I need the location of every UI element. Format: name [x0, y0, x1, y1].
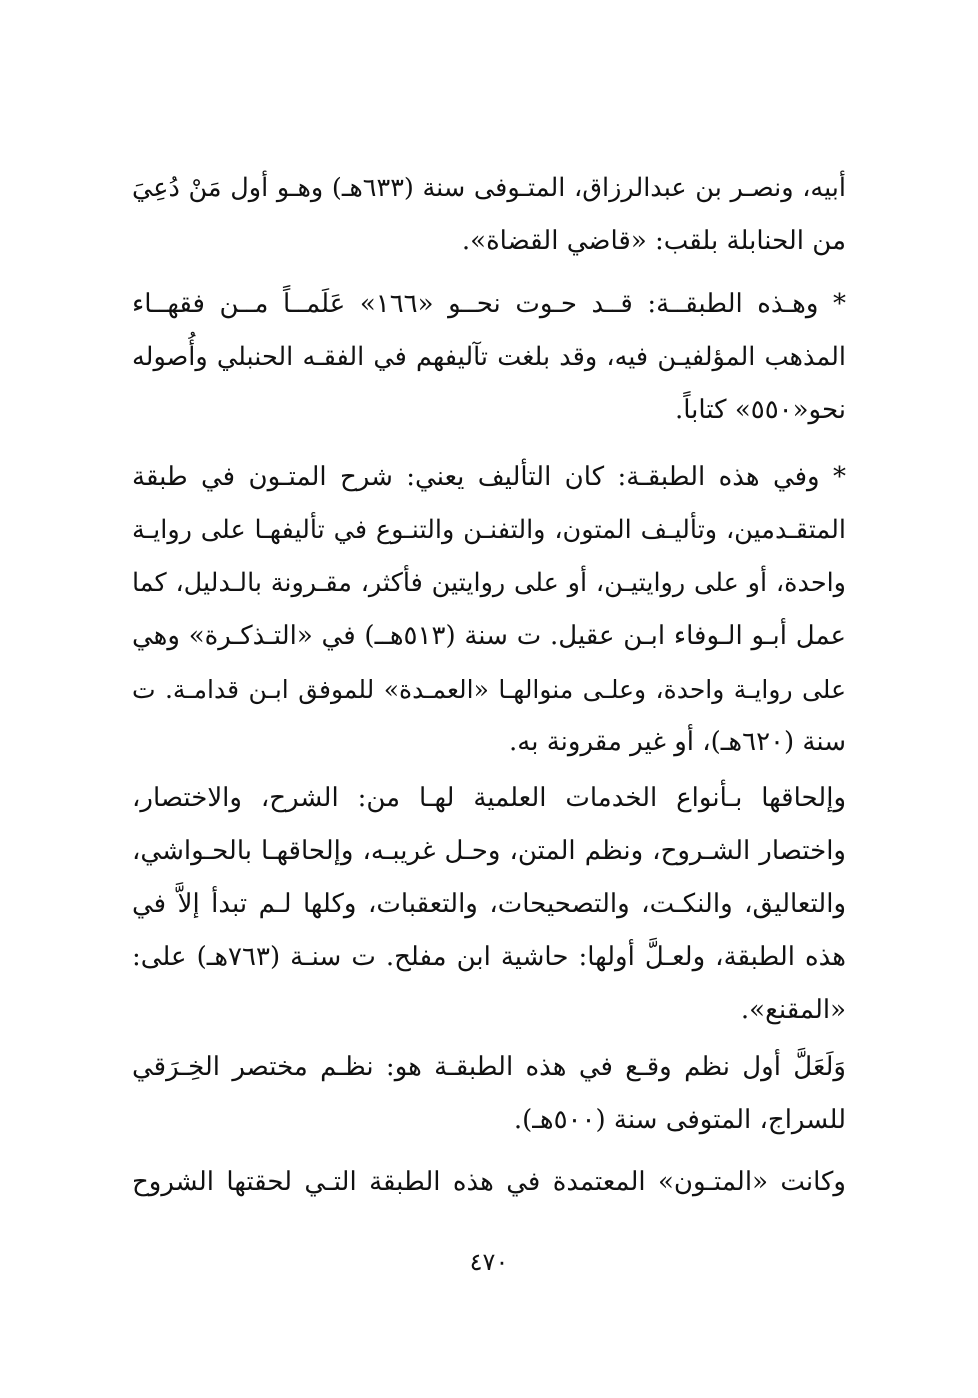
- paragraph-1: [132, 162, 846, 268]
- text-line: وإلحاقها بـأنواع الخدمات العلمية لهـا من: الشرح، والاختصار،: [132, 783, 846, 813]
- paragraph-6: [132, 1156, 846, 1209]
- text-line: عمل أبـو الـوفاء ابـن عقيل. ت سنة (٥١٣هــ) في «التـذكـرة» وهي: [132, 621, 846, 651]
- paragraph-2: [132, 278, 846, 437]
- text-line: المتقـدمين، وتأليـف المتون، والتفنـن والتنـوع في تأليفهـا على روايـة: [132, 515, 846, 545]
- text-line: على روايـة واحدة، وعلـى منوالهـا «العمـدة» للموفق ابـن قدامـة. ت: [132, 675, 846, 704]
- text-line: أبيه، ونصـر بن عبدالرزاق، المتـوفى سنة (٦٣٣هـ) وهـو أول مَنْ دُعِيَ: [132, 173, 846, 203]
- text-line: «المقنع».: [740, 995, 846, 1025]
- text-line: * وفي هذه الطبقـة: كان التأليف يعني: شرح المتـون في طبقة: [132, 462, 846, 492]
- text-line: المذهب المؤلفيـن فيه، وقد بلغت تآليفهم في الفقـه الحنبلي وأُصوله: [132, 342, 846, 372]
- text-line: وَلَعَلَّ أول نظم وقـع في هذه الطبقـة هو: نظـم مختصر الخِـرَقي: [132, 1052, 846, 1082]
- paragraph-5: [132, 1041, 846, 1147]
- text-line: نحو«٥٥٠» كتاباً.: [674, 395, 846, 425]
- text-line: والتعاليق، والنكـت، والتصحيحات، والتعقبات، وكلها لـم تبدأ إلاَّ في: [132, 889, 846, 919]
- text-line: واحدة، أو على روايتيـن، أو على روايتين فأكثر، مقـرونة بالـدليل، كما: [132, 568, 846, 598]
- page-number: ٤٧٠: [469, 1248, 509, 1276]
- paragraph-4: [132, 772, 846, 1037]
- text-line: للسراج، المتوفى سنة (٥٠٠هـ).: [513, 1105, 846, 1135]
- text-line: هذه الطبقة، ولعـلَّ أولها: حاشية ابن مفلح. ت سنـة (٧٦٣هـ) على:: [132, 942, 846, 972]
- text-line: وكانت «المتـون» المعتمدة في هذه الطبقة التـي لحقتها الشروح: [132, 1167, 846, 1197]
- paragraph-3: [132, 451, 846, 769]
- text-line: من الحنابلة بلقب: «قاضي القضاة».: [461, 226, 846, 256]
- text-line: واختصار الشـروح، ونظم المتن، وحـل غريبـه، وإلحاقهـا بالحـواشي،: [132, 836, 846, 866]
- text-line: * وهـذه الطبقــة: قــد حـوت نحــو «١٦٦» عَلَمــاً مــن فقهــاء: [132, 289, 846, 319]
- text-line: سنة (٦٢٠هـ)، أو غير مقرونة به.: [509, 727, 846, 757]
